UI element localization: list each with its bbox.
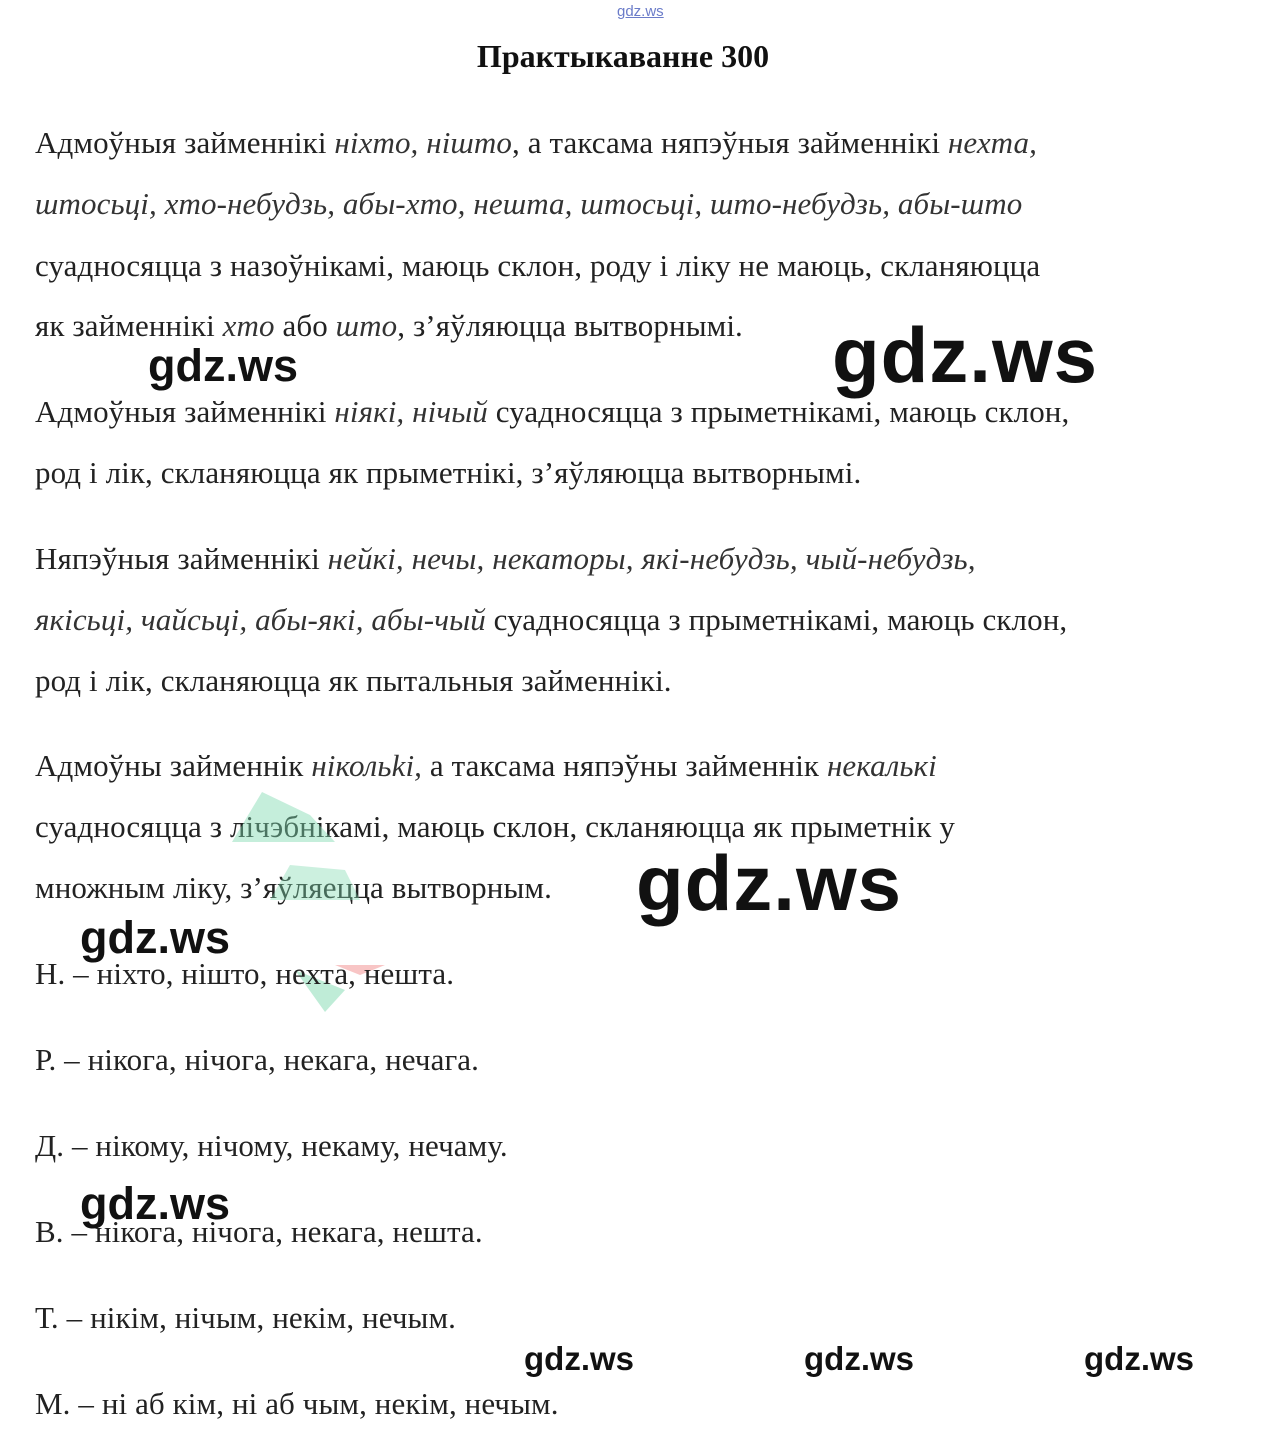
paragraph-1-line-1: Адмоўныя займеннікі ніхто, нішто, а таксама няпэўныя займеннікі нехта,	[35, 125, 1037, 160]
paragraph-1-line-2: штосьці, хто-небудзь, абы-хто, нешта, штосьці, што-небудзь, абы-што	[35, 186, 1023, 221]
watermark-5: gdz.ws	[80, 1178, 231, 1229]
case-dative: Д. – нікому, нічому, некаму, нечаму.	[35, 1128, 508, 1163]
watermark-2: gdz.ws	[832, 311, 1099, 399]
case-instrumental: Т. – нікім, нічым, некім, нечым.	[35, 1300, 457, 1335]
paragraph-4-line-2: суадносяцца з лічэбнікамі, маюць склон, скланяюцца як прыметнік у	[35, 809, 955, 844]
paragraph-2-line-1: Адмоўныя займеннікі ніякі, нічый суадносяцца з прыметнікамі, маюць склон,	[35, 394, 1070, 429]
watermark-3: gdz.ws	[636, 839, 903, 927]
paragraph-3-line-3: род і лік, скланяюцца як пытальныя займеннікі.	[35, 663, 672, 698]
watermark-4: gdz.ws	[80, 912, 231, 963]
watermark-8: gdz.ws	[1084, 1340, 1195, 1377]
paragraph-4-line-1: Адмоўны займеннік нікольki, а таксама няпэўны займеннік некалькі	[35, 748, 937, 783]
paragraph-1-line-4: як займеннікі хто або што, з’яўляюцца вытворнымі.	[35, 308, 743, 343]
case-locative: М. – ні аб кім, ні аб чым, некім, нечым.	[35, 1386, 559, 1421]
top-watermark-link[interactable]: gdz.ws	[617, 3, 664, 20]
page-title: Практыкаванне 300	[476, 38, 770, 74]
case-genitive: Р. – нікога, нічога, некага, нечага.	[35, 1042, 479, 1077]
case-nominative: Н. – ніхто, нішто, нехта, нешта.	[35, 956, 455, 991]
watermark-6: gdz.ws	[524, 1340, 635, 1377]
paragraph-3-line-1: Няпэўныя займеннікі нейкі, нечы, некаторы, які-небудзь, чый-небудзь,	[35, 541, 976, 576]
paragraph-4-line-3: множным ліку, з’яўляецца вытворным.	[35, 870, 552, 905]
watermark-1: gdz.ws	[148, 340, 299, 391]
case-accusative: В. – нікога, нічога, некага, нешта.	[35, 1214, 483, 1249]
paragraph-1-line-3: суадносяцца з назоўнікамі, маюць склон, роду і ліку не маюць, скланяюцца	[35, 248, 1041, 283]
paragraph-3-line-2: якісьці, чайсьці, абы-які, абы-чый суадносяцца з прыметнікамі, маюць склон,	[35, 602, 1068, 637]
watermark-7: gdz.ws	[804, 1340, 915, 1377]
paragraph-2-line-2: род і лік, скланяюцца як прыметнікі, з’яўляюцца вытворнымі.	[35, 455, 862, 490]
